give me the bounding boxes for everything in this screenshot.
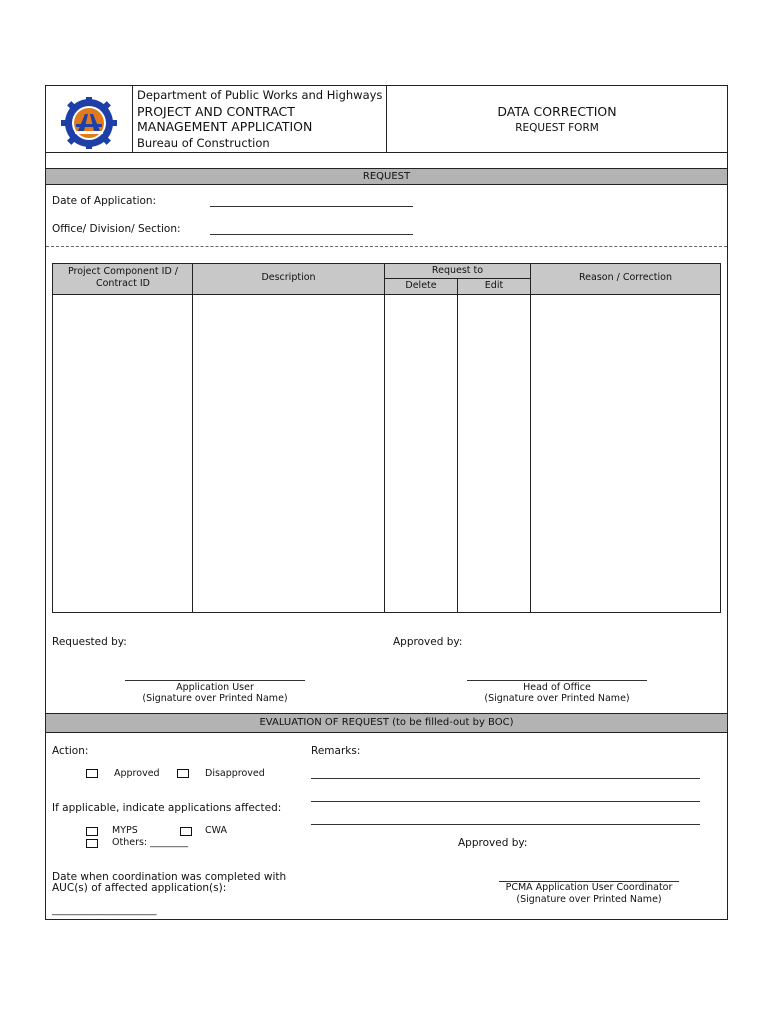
remarks-line-1[interactable]	[311, 778, 700, 779]
app-name-line1: PROJECT AND CONTRACT	[137, 104, 295, 119]
dashed-separator	[46, 246, 727, 247]
approved-option-label: Approved	[114, 768, 160, 779]
remarks-line-2[interactable]	[311, 801, 700, 802]
office-division-label: Office/ Division/ Section:	[52, 223, 181, 235]
coordination-date-field[interactable]: ______________________	[52, 905, 157, 916]
applicable-label: If applicable, indicate applications affected:	[52, 802, 282, 814]
dept-name: Department of Public Works and Highways	[137, 88, 383, 102]
head-signature-line[interactable]	[467, 680, 647, 681]
form-title: DATA CORRECTION	[497, 104, 617, 119]
coordinator-title: PCMA Application User Coordinator	[505, 882, 673, 893]
app-name-line2: MANAGEMENT APPLICATION	[137, 119, 313, 134]
user-sub: (Signature over Printed Name)	[142, 693, 288, 704]
requested-by-label: Requested by:	[52, 636, 127, 648]
remarks-label: Remarks:	[311, 745, 361, 757]
request-to-sub-line	[385, 278, 530, 279]
col-header-edit: Edit	[484, 280, 504, 291]
remarks-line-3[interactable]	[311, 824, 700, 825]
col-header-reason: Reason / Correction	[578, 272, 672, 283]
coordination-date-label-1: Date when coordination was completed with	[52, 871, 287, 883]
others-option-label: Others: ________	[112, 837, 189, 848]
table-header-bottom	[53, 294, 720, 295]
header-bottom-line	[46, 152, 727, 153]
col-divider-1	[192, 264, 193, 612]
user-signature-line[interactable]	[125, 680, 305, 681]
cwa-checkbox[interactable]	[180, 827, 192, 836]
col-header-delete: Delete	[405, 280, 437, 291]
office-division-field[interactable]	[210, 234, 413, 235]
col-header-request-to: Request to	[431, 265, 484, 276]
myps-option-label: MYPS	[112, 825, 138, 836]
action-label: Action:	[52, 745, 89, 757]
user-title: Application User	[176, 682, 254, 693]
eval-approved-by-label: Approved by:	[458, 837, 528, 849]
date-of-application-label: Date of Application:	[52, 195, 157, 207]
others-checkbox[interactable]	[86, 839, 98, 848]
head-title: Head of Office	[523, 682, 591, 693]
approved-by-label: Approved by:	[393, 636, 463, 648]
form-subtitle: REQUEST FORM	[515, 122, 599, 134]
correction-table	[52, 263, 721, 613]
coordinator-sub: (Signature over Printed Name)	[516, 894, 662, 905]
col-divider-4	[530, 264, 531, 612]
disapproved-option-label: Disapproved	[205, 768, 265, 779]
evaluation-band: EVALUATION OF REQUEST (to be filled-out by BOC)	[46, 713, 727, 733]
request-band: REQUEST	[46, 168, 727, 185]
cwa-option-label: CWA	[205, 825, 228, 836]
disapproved-checkbox[interactable]	[177, 769, 189, 778]
myps-checkbox[interactable]	[86, 827, 98, 836]
header-divider-left	[132, 86, 133, 152]
col-divider-2	[384, 264, 385, 612]
dpwh-logo	[60, 97, 118, 149]
col-header-description: Description	[261, 272, 316, 283]
approved-checkbox[interactable]	[86, 769, 98, 778]
coordination-date-label-2: AUC(s) of affected application(s):	[52, 882, 227, 894]
head-sub: (Signature over Printed Name)	[484, 693, 630, 704]
col-header-project-id: Project Component ID / Contract ID	[67, 266, 179, 289]
col-divider-3	[457, 278, 458, 612]
bureau-name: Bureau of Construction	[137, 136, 270, 150]
header-divider-right	[386, 86, 387, 152]
date-of-application-field[interactable]	[210, 206, 413, 207]
